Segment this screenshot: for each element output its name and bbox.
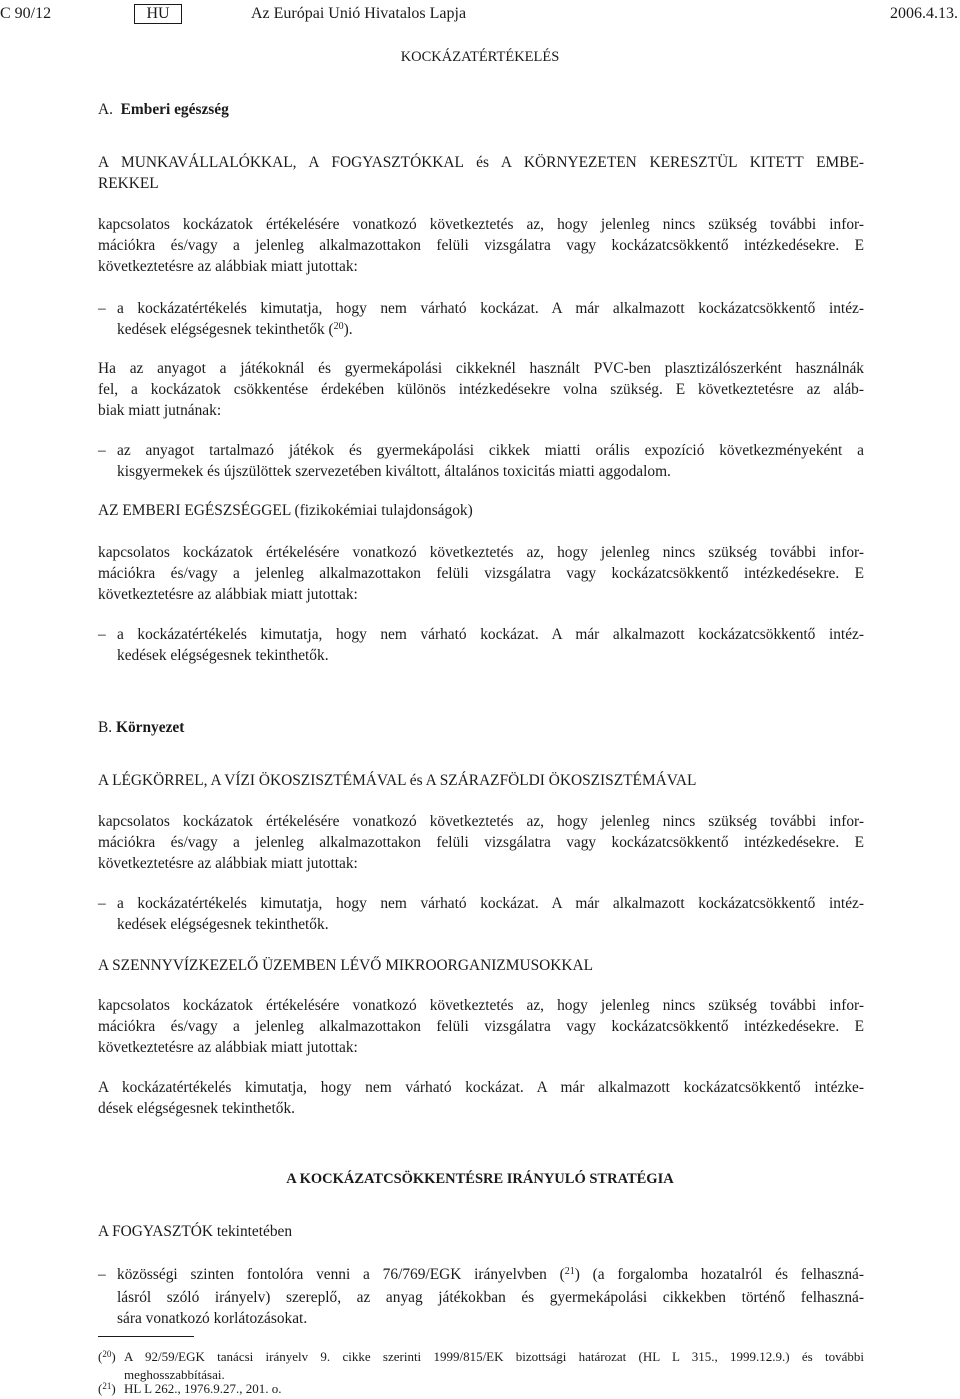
- page-header: [0, 3, 960, 25]
- paragraph-line: kapcsolatos kockázatok értékelésére vonatkozó következtetés az, hogy jelenleg nincs szükség további infor-: [98, 997, 864, 1014]
- footnote-line: A 92/59/EGK tanácsi irányelv 9. cikke szerinti 1999/815/EK bizottsági határozat (HL L 315., 1999.12.9.) és további: [124, 1349, 864, 1364]
- list-dash: –: [98, 442, 106, 459]
- footnote-number: 20: [102, 1349, 112, 1359]
- list-item-line: kisgyermekek és újszülöttek szervezetében kiváltott, általános toxicitás miatti aggodalom.: [117, 463, 671, 480]
- group-heading-workers: [98, 152, 864, 194]
- list-item-line: lásról szóló irányelv) szereplő, az anyag játékokban és gyermekápolási cikkekben történő felhaszná-: [117, 1289, 864, 1306]
- list-item-line: a kockázatértékelés kimutatja, hogy nem várható kockázat. A már alkalmazott kockázatcsökkentő intéz-: [117, 895, 864, 912]
- footnote-mark: ($^{20}$): [98, 1349, 116, 1364]
- list-item-line: az anyagot tartalmazó játékok és gyermekápolási cikkek miatti orális expozíció következményeként a: [117, 442, 864, 459]
- list-item-line: [117, 1264, 864, 1287]
- subsection-title: Emberi egészség: [120, 101, 229, 118]
- subsection-title: Környezet: [115, 719, 185, 736]
- group-heading-ecosystems: A LÉGKÖRREL, A VÍZI ÖKOSZISZTÉMÁVAL és A SZÁRAZFÖLDI ÖKOSZISZTÉMÁVAL: [98, 772, 697, 789]
- list-item-line: kedések elégségesnek tekinthetők.: [117, 647, 329, 664]
- footnote-number: 21: [102, 1381, 112, 1391]
- paragraph: [98, 995, 864, 1058]
- journal-title: Az Európai Unió Hivatalos Lapja: [251, 5, 467, 22]
- paragraph-line: mációkra és/vagy a jelenleg alkalmazottakon felüli vizsgálatra vagy kockázatcsökkentő intézkedésekre. E: [98, 237, 864, 254]
- paragraph-line: dések elégségesnek tekinthetők.: [98, 1100, 296, 1117]
- list-item-line: a kockázatértékelés kimutatja, hogy nem várható kockázat. A már alkalmazott kockázatcsökkentő intéz-: [117, 626, 864, 643]
- subsection-a-heading: [98, 99, 864, 120]
- footnote-mark: ($^{21}$): [98, 1381, 116, 1396]
- paragraph-line: Ha az anyagot a játékoknál és gyermekápolási cikkeknél használt PVC-ben plasztizálószerként használnák: [98, 360, 864, 377]
- footnote-reference: 20: [333, 321, 344, 332]
- list-dash: –: [98, 626, 106, 643]
- group-heading-sewage: A SZENNYVÍZKEZELŐ ÜZEMBEN LÉVŐ MIKROORGANIZMUSOKKAL: [98, 957, 594, 974]
- paragraph-line: A kockázatértékelés kimutatja, hogy nem várható kockázat. A már alkalmazott kockázatcsökkentő intézke-: [98, 1079, 864, 1096]
- paragraph-line: következtetésre az alábbiak miatt jutottak:: [98, 1039, 358, 1056]
- heading-line: A MUNKAVÁLLALÓKKAL, A FOGYASZTÓKKAL és A KÖRNYEZETEN KERESZTÜL KITETT EMBE-: [98, 154, 864, 171]
- paragraph-line: biak miatt jutnának:: [98, 402, 222, 419]
- list-item: [117, 1264, 864, 1329]
- footnote-line: HL L 262., 1976.9.27., 201. o.: [124, 1381, 282, 1396]
- paragraph: [98, 358, 864, 421]
- paragraph-line: következtetésre az alábbiak miatt jutottak:: [98, 855, 358, 872]
- list-item-text: közösségi szinten fontolóra venni a 76/769/EGK irányelvben (: [117, 1266, 565, 1283]
- paragraph: [98, 1077, 864, 1119]
- subsection-b-heading: [98, 717, 864, 738]
- paragraph: [98, 542, 864, 605]
- list-item-text: kedések elégségesnek tekinthetők (: [117, 321, 334, 338]
- paragraph: [98, 811, 864, 874]
- paragraph-line: kapcsolatos kockázatok értékelésére vonatkozó következtetés az, hogy jelenleg nincs szükség további infor-: [98, 216, 864, 233]
- paragraph-line: mációkra és/vagy a jelenleg alkalmazottakon felüli vizsgálatra vagy kockázatcsökkentő intézkedésekre. E: [98, 1018, 864, 1035]
- list-item: [117, 893, 864, 935]
- list-item: [117, 298, 864, 342]
- strategy-title: A KOCKÁZATCSÖKKENTÉSRE IRÁNYULÓ STRATÉGIA: [286, 1171, 674, 1187]
- section-title: KOCKÁZATÉRTÉKELÉS: [400, 49, 560, 65]
- paragraph-line: következtetésre az alábbiak miatt jutottak:: [98, 258, 358, 275]
- heading-line: REKKEL: [98, 175, 159, 192]
- footnote-reference: 21: [564, 1266, 575, 1277]
- paragraph-line: mációkra és/vagy a jelenleg alkalmazottakon felüli vizsgálatra vagy kockázatcsökkentő intézkedésekre. E: [98, 565, 864, 582]
- publication-date: 2006.4.13.: [890, 5, 958, 22]
- list-item-line: [117, 319, 864, 342]
- paragraph-line: kapcsolatos kockázatok értékelésére vonatkozó következtetés az, hogy jelenleg nincs szükség további infor-: [98, 813, 864, 830]
- paragraph-line: következtetésre az alábbiak miatt jutottak:: [98, 586, 358, 603]
- subsection-letter: A.: [98, 101, 113, 118]
- list-dash: –: [98, 300, 106, 317]
- list-item: [117, 624, 864, 666]
- paragraph-line: fel, a kockázatok csökkentése érdekében különös intézkedésekre volna szükség. E következtetésre az aláb-: [98, 381, 864, 398]
- list-dash: –: [98, 895, 106, 912]
- paragraph: [98, 214, 864, 277]
- footnote-text: [124, 1348, 864, 1384]
- group-heading-consumers: A FOGYASZTÓK tekintetében: [98, 1223, 293, 1240]
- language-badge: HU: [134, 4, 182, 24]
- list-item-line: a kockázatértékelés kimutatja, hogy nem várható kockázat. A már alkalmazott kockázatcsökkentő intéz-: [117, 300, 864, 317]
- footnote-line: meghosszabbításai.: [124, 1367, 225, 1382]
- list-item-line: sára vonatkozó korlátozásokat.: [117, 1310, 308, 1327]
- list-item: [117, 440, 864, 482]
- list-item-text: ).: [343, 321, 353, 338]
- group-heading-physchem: AZ EMBERI EGÉSZSÉGGEL (fizikokémiai tulajdonságok): [98, 502, 473, 519]
- paragraph-line: kapcsolatos kockázatok értékelésére vonatkozó következtetés az, hogy jelenleg nincs szükség további infor-: [98, 544, 864, 561]
- list-dash: –: [98, 1266, 106, 1283]
- footnote-divider: [98, 1336, 194, 1337]
- subsection-letter: B.: [98, 719, 113, 736]
- paragraph-line: mációkra és/vagy a jelenleg alkalmazottakon felüli vizsgálatra vagy kockázatcsökkentő intézkedésekre. E: [98, 834, 864, 851]
- list-item-text: ) (a forgalomba hozatalról és felhaszná-: [574, 1266, 864, 1283]
- list-item-line: kedések elégségesnek tekinthetők.: [117, 916, 329, 933]
- footnote-text: [124, 1380, 864, 1398]
- page-reference: C 90/12: [0, 5, 52, 22]
